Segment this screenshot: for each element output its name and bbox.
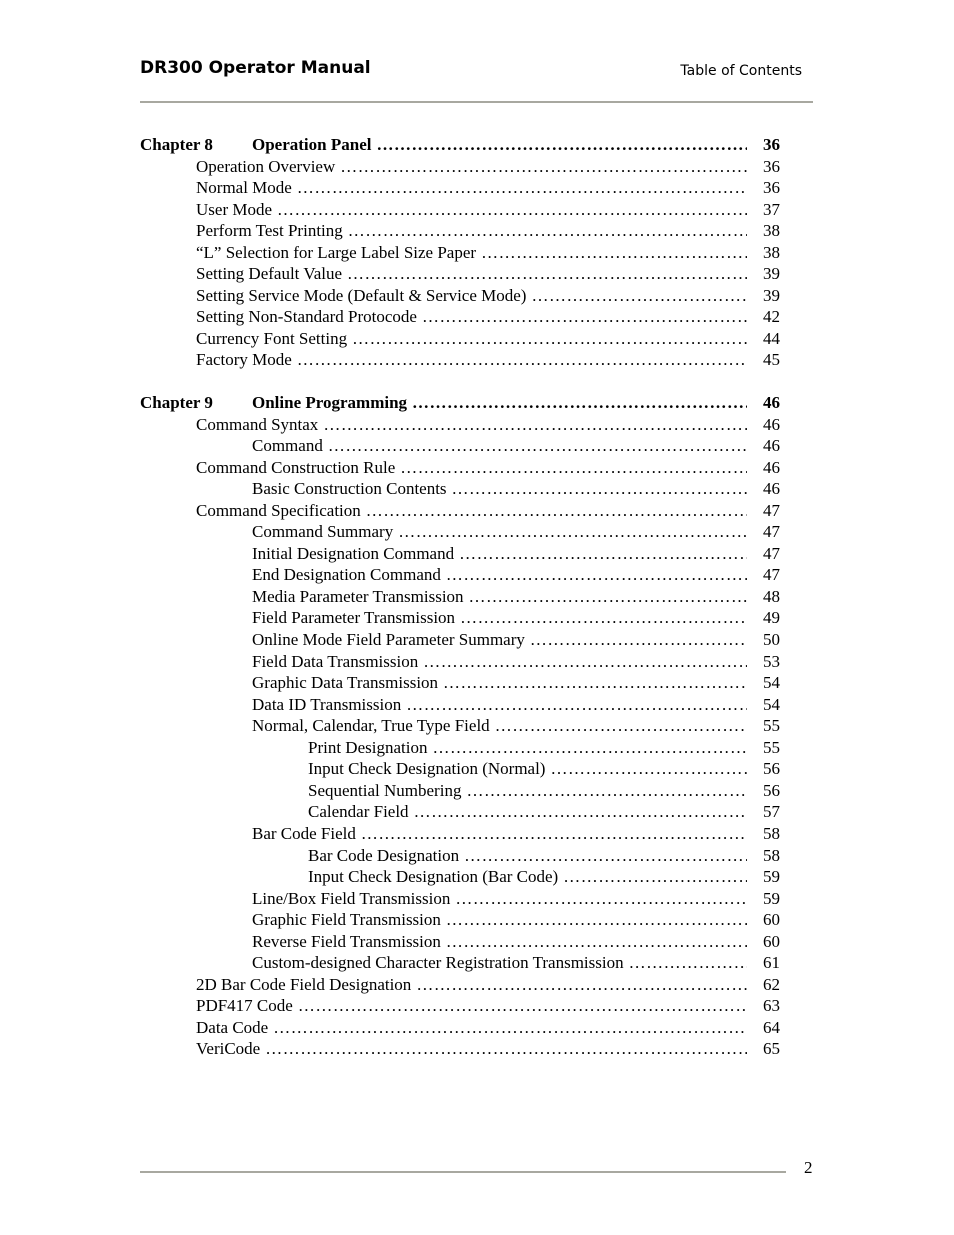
toc-entry-page-number: 45 [763,350,780,370]
table-of-contents [140,134,780,1081]
toc-entry-title: Input Check Designation (Normal) [308,759,546,779]
toc-entry-page-number: 56 [763,780,780,800]
toc-entry[interactable] [140,521,780,543]
chapter-page-number: 36 [763,135,780,154]
dot-leader [323,414,747,436]
dot-leader [443,672,747,694]
toc-entry[interactable] [140,543,780,565]
toc-entry-title: Online Mode Field Parameter Summary [252,630,525,650]
dot-leader [400,457,747,479]
toc-entry-page-number: 50 [763,630,780,650]
dot-leader [563,866,747,888]
toc-entry[interactable] [140,242,780,264]
toc-entry-title: Perform Test Printing [196,221,343,241]
toc-entry-title: Graphic Data Transmission [252,673,439,693]
toc-entry-title: Normal Mode [196,178,292,198]
toc-entry-page-number: 58 [763,845,780,865]
toc-entry-page-number: 53 [763,651,780,671]
toc-entry-page-number: 46 [763,414,780,434]
chapter-title: Online Programming [252,393,408,413]
toc-entry-page-number: 58 [763,823,780,843]
toc-entry-title: Command Syntax [196,414,319,434]
toc-entry[interactable] [140,500,780,522]
toc-entry-page-number: 63 [763,996,780,1016]
dot-leader [495,715,747,737]
page-number: 2 [804,1158,813,1177]
dot-leader [340,156,747,178]
toc-entry[interactable] [140,931,780,953]
toc-entry-title: Command Construction Rule [196,457,396,477]
dot-leader [531,285,747,307]
toc-entry[interactable] [140,823,780,845]
toc-entry[interactable] [140,758,780,780]
dot-leader [406,694,747,716]
toc-entry[interactable] [140,220,780,242]
toc-entry[interactable] [140,435,780,457]
toc-entry-page-number: 47 [763,500,780,520]
dot-leader [277,199,747,221]
dot-leader [273,1017,747,1039]
toc-entry-page-number: 65 [763,1039,780,1059]
toc-entry-page-number: 36 [763,178,780,198]
toc-entry[interactable] [140,888,780,910]
dot-leader [446,564,747,586]
toc-entry[interactable] [140,974,780,996]
dot-leader [398,521,747,543]
dot-leader [530,629,747,651]
toc-entry-title: Factory Mode [196,350,292,370]
toc-entry[interactable] [140,199,780,221]
chapter-block [140,392,780,1060]
toc-entry-title: Input Check Designation (Bar Code) [308,867,559,887]
dot-leader [423,651,747,673]
toc-entry[interactable] [140,478,780,500]
dot-leader [466,780,747,802]
chapter-title: Operation Panel [252,135,372,154]
toc-entry-page-number: 60 [763,910,780,930]
dot-leader [412,392,747,414]
toc-entry-title: End Designation Command [252,565,441,585]
toc-entry[interactable] [140,737,780,759]
dot-leader [414,801,747,823]
toc-entry[interactable] [140,866,780,888]
toc-entry-title: Sequential Numbering [308,780,462,800]
footer-divider [140,1171,786,1173]
toc-entry-page-number: 55 [763,737,780,757]
dot-leader [298,995,747,1017]
header-divider [140,101,813,103]
dot-leader [464,845,747,867]
dot-leader [459,543,747,565]
toc-entry[interactable] [140,586,780,608]
toc-entry-title: “L” Selection for Large Label Size Paper [196,242,477,262]
toc-entry-title: Currency Font Setting [196,328,348,348]
toc-entry-page-number: 54 [763,694,780,714]
dot-leader [460,607,747,629]
toc-entry-page-number: 42 [763,307,780,327]
chapter-heading[interactable] [140,392,780,414]
toc-entry-page-number: 37 [763,199,780,219]
toc-entry[interactable] [140,328,780,350]
chapter-label: Chapter 9 [140,393,213,413]
toc-entry-page-number: 47 [763,543,780,563]
section-title: Table of Contents [680,63,802,79]
toc-entry-title: Setting Default Value [196,264,343,284]
toc-entry[interactable] [140,564,780,586]
toc-entry-page-number: 39 [763,264,780,284]
toc-entry-title: Field Data Transmission [252,651,419,671]
toc-entry-page-number: 38 [763,221,780,241]
toc-entry[interactable] [140,414,780,436]
toc-entry-page-number: 46 [763,457,780,477]
toc-entry-title: Field Parameter Transmission [252,608,456,628]
toc-entry-title: Line/Box Field Transmission [252,888,451,908]
dot-leader [361,823,747,845]
dot-leader [481,242,747,264]
toc-entry-page-number: 59 [763,888,780,908]
toc-entry[interactable] [140,995,780,1017]
toc-entry[interactable] [140,607,780,629]
dot-leader [455,888,747,910]
toc-entry-page-number: 54 [763,673,780,693]
dot-leader [352,328,747,350]
chapter-block [140,134,780,371]
toc-entry-page-number: 48 [763,586,780,606]
toc-entry[interactable] [140,845,780,867]
manual-title: DR300 Operator Manual [140,58,371,78]
toc-entry[interactable] [140,694,780,716]
toc-entry[interactable] [140,457,780,479]
dot-leader [469,586,747,608]
toc-entry-page-number: 57 [763,802,780,822]
toc-entry-page-number: 47 [763,565,780,585]
toc-entry-title: Normal, Calendar, True Type Field [252,716,490,736]
toc-entry[interactable] [140,801,780,823]
toc-entry-title: Reverse Field Transmission [252,931,441,951]
toc-entry[interactable] [140,349,780,371]
toc-entry-title: PDF417 Code [196,996,293,1016]
toc-entry-page-number: 47 [763,522,780,542]
toc-entry-page-number: 39 [763,285,780,305]
toc-entry[interactable] [140,780,780,802]
toc-entry[interactable] [140,1038,780,1060]
toc-entry-title: 2D Bar Code Field Designation [196,974,412,994]
toc-entry-page-number: 46 [763,479,780,499]
toc-entry[interactable] [140,952,780,974]
toc-entry[interactable] [140,629,780,651]
toc-entry-title: Custom-designed Character Registration Transmission [252,953,624,973]
toc-entry-title: Bar Code Field [252,823,356,843]
toc-entry[interactable] [140,1017,780,1039]
toc-entry[interactable] [140,285,780,307]
dot-leader [416,974,747,996]
toc-entry-title: Operation Overview [196,156,336,176]
toc-entry-title: Media Parameter Transmission [252,586,464,606]
toc-entry-title: Data Code [196,1017,269,1037]
dot-leader [550,758,747,780]
toc-entry-title: Setting Service Mode (Default & Service Mode) [196,285,527,305]
dot-leader [265,1038,747,1060]
toc-entry-page-number: 60 [763,931,780,951]
dot-leader [452,478,747,500]
toc-entry-page-number: 49 [763,608,780,628]
toc-entry-title: Command Summary [252,522,394,542]
toc-entry-page-number: 46 [763,436,780,456]
toc-entry-page-number: 44 [763,328,780,348]
dot-leader [629,952,747,974]
toc-entry[interactable] [140,909,780,931]
dot-leader [347,263,747,285]
toc-entry-page-number: 62 [763,974,780,994]
toc-entry-title: Data ID Transmission [252,694,402,714]
toc-entry-title: Setting Non-Standard Protocode [196,307,417,327]
dot-leader [297,349,747,371]
dot-leader [366,500,747,522]
chapter-label: Chapter 8 [140,135,213,154]
toc-entry-page-number: 61 [763,953,780,973]
chapter-heading[interactable] [140,134,780,156]
toc-entry-title: User Mode [196,199,273,219]
dot-leader [348,220,747,242]
dot-leader [297,177,747,199]
toc-entry-title: Calendar Field [308,802,409,822]
toc-entry-page-number: 55 [763,716,780,736]
toc-entry-title: Command [252,436,323,456]
chapter-page-number: 46 [763,393,780,413]
toc-entry[interactable] [140,177,780,199]
toc-entry-title: Print Designation [308,737,428,757]
toc-entry-title: Bar Code Designation [308,845,460,865]
toc-entry[interactable] [140,651,780,673]
dot-leader [328,435,747,457]
dot-leader [376,134,747,156]
toc-entry[interactable] [140,156,780,178]
toc-entry[interactable] [140,263,780,285]
toc-entry-title: Basic Construction Contents [252,479,447,499]
toc-entry-page-number: 38 [763,242,780,262]
toc-entry[interactable] [140,672,780,694]
toc-entry-title: VeriCode [196,1039,261,1059]
toc-entry-page-number: 59 [763,867,780,887]
dot-leader [422,306,747,328]
toc-entry-title: Graphic Field Transmission [252,910,441,930]
toc-entry-page-number: 64 [763,1017,780,1037]
dot-leader [446,909,747,931]
toc-entry[interactable] [140,306,780,328]
dot-leader [432,737,747,759]
dot-leader [446,931,747,953]
toc-entry-title: Initial Designation Command [252,543,455,563]
toc-entry-title: Command Specification [196,500,361,520]
toc-entry-page-number: 36 [763,156,780,176]
toc-entry[interactable] [140,715,780,737]
toc-entry-page-number: 56 [763,759,780,779]
